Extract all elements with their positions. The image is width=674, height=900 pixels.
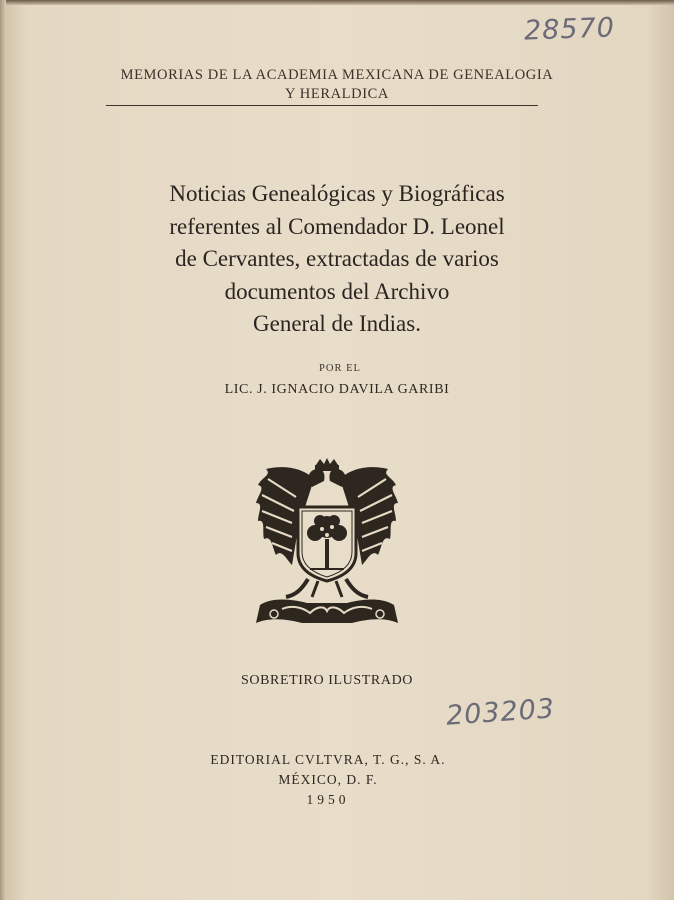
publication-year: 1950 xyxy=(306,792,350,807)
publication-place: MÉXICO, D. F. xyxy=(278,772,378,787)
handwritten-catalog-number: 28570 xyxy=(523,12,616,47)
book-title xyxy=(80,178,594,341)
title-line: General de Indias. xyxy=(253,311,421,336)
title-line: Noticias Genealógicas y Biográficas xyxy=(169,181,505,206)
publisher-name: EDITORIAL CVLTVRA, T. G., S. A. xyxy=(210,752,446,767)
series-rule xyxy=(106,105,538,106)
series-line-1: MEMORIAS DE LA ACADEMIA MEXICANA DE GENEALOGIA xyxy=(120,67,554,83)
series-line-2: Y HERALDICA xyxy=(285,86,389,102)
title-line: referentes al Comendador D. Leonel xyxy=(169,213,505,239)
edition-note: SOBRETIRO ILUSTRADO xyxy=(240,673,414,688)
heraldic-eagle-icon xyxy=(252,457,402,632)
series-heading xyxy=(96,66,578,104)
title-line: de Cervantes, extractadas de varios xyxy=(175,246,499,271)
page-left-edge xyxy=(0,0,6,900)
byline: POR EL xyxy=(319,363,361,374)
author-name: LIC. J. IGNACIO DAVILA GARIBI xyxy=(224,382,450,397)
handwritten-accession-number: 203203 xyxy=(445,693,557,732)
page-top-edge xyxy=(0,0,674,5)
title-line: documentos del Archivo xyxy=(224,278,450,304)
imprint xyxy=(200,750,456,810)
